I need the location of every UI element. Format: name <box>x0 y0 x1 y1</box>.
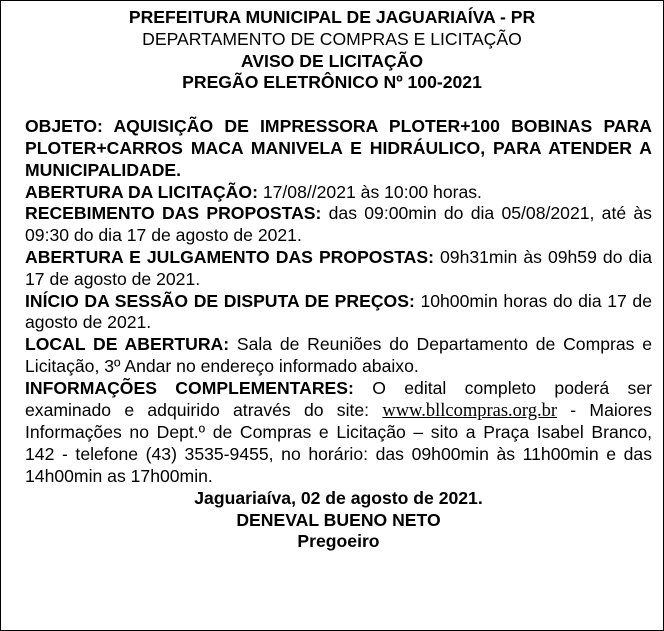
signatory-role: Pregoeiro <box>297 531 380 552</box>
notice-header <box>1 1 663 94</box>
receipt-paragraph <box>25 203 652 247</box>
judgment-text: 09h31min às 09h59 do dia 17 de agosto de 2021. <box>25 246 652 289</box>
notice-type: AVISO DE LICITAÇÃO <box>240 50 424 71</box>
judgment-paragraph <box>25 247 652 291</box>
info-text-before: O edital completo poderá ser examinado e adquirido através do site: <box>25 377 652 420</box>
session-paragraph <box>25 291 652 335</box>
signatory-name: DENEVAL BUENO NETO <box>236 509 441 530</box>
opening-label: ABERTURA DA LICITAÇÃO: <box>25 181 258 202</box>
receipt-label: RECEBIMENTO DAS PROPOSTAS: <box>25 203 322 224</box>
date-line: Jaguariaíva, 02 de agosto de 2021. <box>194 487 483 508</box>
receipt-text: das 09:00min do dia 05/08/2021, até às 09:30 do dia 17 de agosto de 2021. <box>25 203 652 246</box>
location-label: LOCAL DE ABERTURA: <box>25 334 230 355</box>
opening-paragraph <box>25 182 652 204</box>
org-name: PREFEITURA MUNICIPAL DE JAGUARIAÍVA - PR <box>128 7 536 27</box>
judgment-label: ABERTURA E JULGAMENTO DAS PROPOSTAS: <box>25 246 434 267</box>
department-name: DEPARTAMENTO DE COMPRAS E LICITAÇÃO <box>142 28 522 49</box>
process-number: PREGÃO ELETRÔNICO Nº 100-2021 <box>182 72 482 93</box>
session-text: 10h00min horas do dia 17 de agosto de 2021. <box>25 290 652 333</box>
opening-text: 17/08//2021 às 10:00 horas. <box>257 181 482 202</box>
notice-body <box>1 116 663 553</box>
info-paragraph <box>25 378 652 488</box>
site-link[interactable]: www.bllcompras.org.br <box>382 400 558 421</box>
object-paragraph: OBJETO: AQUISIÇÃO DE IMPRESSORA PLOTER+100 BOBINAS PARA PLOTER+CARROS MACA MANIVELA E HIDRÁULICO, PARA ATENDER A MUNICIPALIDADE. <box>25 116 652 180</box>
info-label: INFORMAÇÕES COMPLEMENTARES: <box>25 377 354 398</box>
session-label: INÍCIO DA SESSÃO DE DISPUTA DE PREÇOS: <box>25 290 415 311</box>
location-paragraph <box>25 334 652 378</box>
location-text: Sala de Reuniões do Departamento de Compras e Licitação, 3º Andar no endereço informado abaixo. <box>25 334 652 376</box>
info-text-after: - Maiores Informações no Dept.º de Compras e Licitação – sito a Praça Isabel Branco, 142 - telefone (43) 3535-9455, no horário: das 09h00min às 11h00min e das 14h00min as 17h00min. <box>25 399 652 486</box>
